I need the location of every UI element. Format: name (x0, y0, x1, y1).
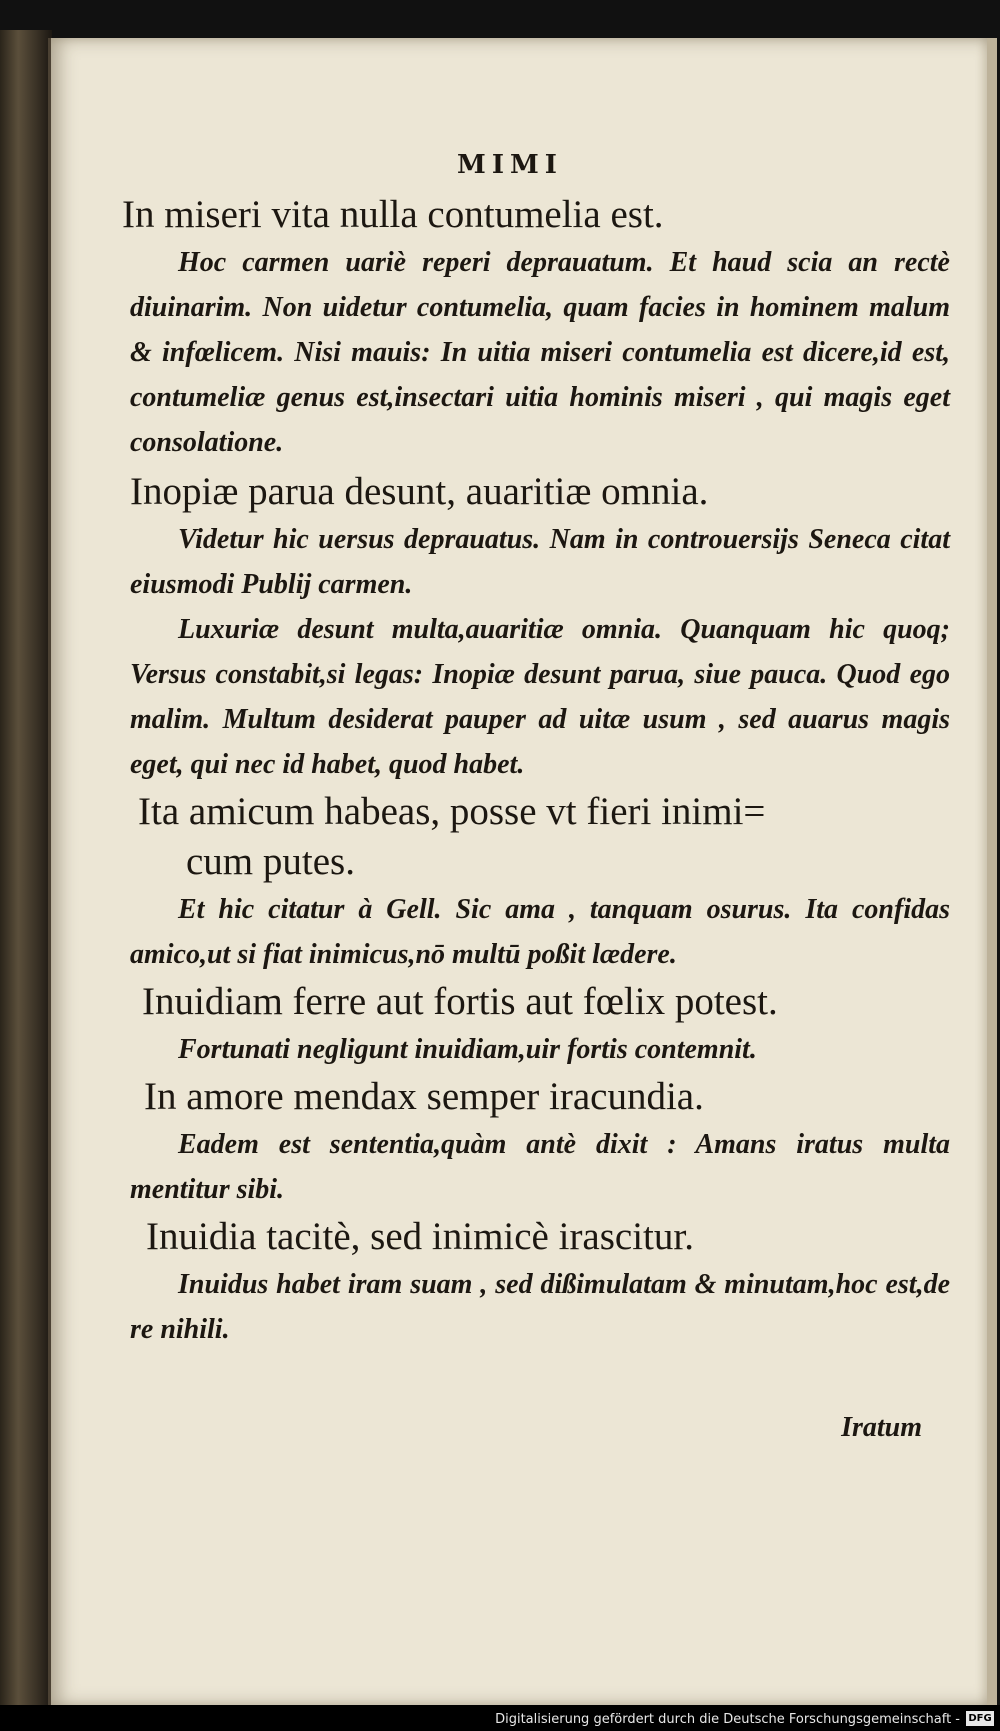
commentary-paragraph: Videtur hic uersus deprauatus. Nam in controuersijs Seneca citat eiusmodi Publij carmen. (130, 524, 950, 600)
commentary-paragraph: Inuidus habet iram suam , sed dißimulatam & minutam,hoc est,de re nihili. (130, 1269, 950, 1345)
commentary-paragraph: Luxuriæ desunt multa,auaritiæ omnia. Quanquam hic quoq; Versus constabit,si legas: Inopiæ desunt parua, siue pauca. Quod ego malim. Multum desiderat pauper ad uitæ usum , sed auarus magis eget, qui nec id habet, quod habet. (130, 614, 950, 780)
digitization-credit: Digitalisierung gefördert durch die Deutsche Forschungsgemeinschaft - (495, 1712, 960, 1727)
commentary-paragraph: Eadem est sententia,quàm antè dixit : Amans iratus multa mentitur sibi. (130, 1129, 950, 1205)
verse-line: In miseri vita nulla contumelia est. (122, 193, 664, 236)
verse-line: Inuidiam ferre aut fortis aut fœlix potest. (142, 980, 778, 1023)
commentary-paragraph: Et hic citatur à Gell. Sic ama , tanquam osurus. Ita confidas amico,ut si fiat inimicus,nō multū poßit lædere. (130, 894, 950, 970)
footer-strip (0, 1705, 1000, 1731)
text-block (122, 150, 950, 1352)
dfg-logo-icon: DFG (966, 1711, 994, 1726)
running-head: MIMI (457, 150, 563, 180)
verse-line: Ita amicum habeas, posse vt fieri inimi= (138, 790, 766, 833)
catchword: Iratum (841, 1412, 922, 1443)
verse-line: Inopiæ parua desunt, auaritiæ omnia. (130, 470, 709, 513)
commentary-paragraph: Hoc carmen uariè reperi deprauatum. Et haud scia an rectè diuinarim. Non uidetur contumelia, quam facies in hominem malum & infœlicem. Nisi mauis: In uitia miseri contumelia est dicere,id est, contumeliæ genus est,insectari uitia hominis miseri , qui magis eget consolatione. (130, 247, 950, 458)
verse-line: Inuidia tacitè, sed inimicè irascitur. (146, 1215, 694, 1258)
verse-line: In amore mendax semper iracundia. (144, 1075, 704, 1118)
verse-line-continuation: cum putes. (186, 840, 355, 883)
book-spine (0, 30, 52, 1710)
commentary-paragraph: Fortunati negligunt inuidiam,uir fortis contemnit. (178, 1034, 757, 1065)
